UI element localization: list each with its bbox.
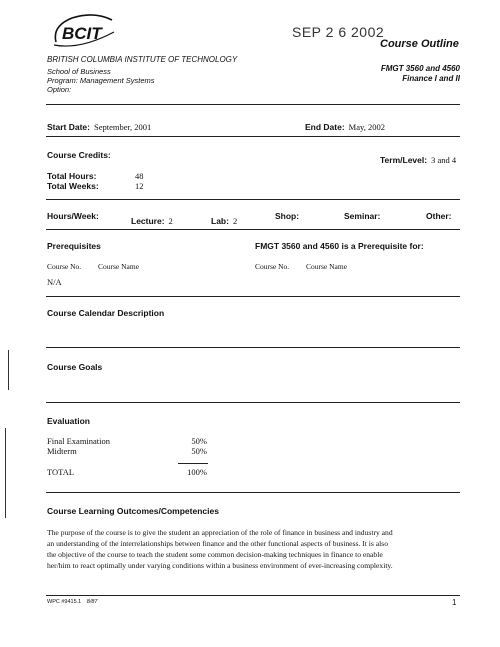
divider [46,136,460,137]
outcomes-line: an understanding of the interrelationships between finance and the other functional aspects of business. It is also [47,539,388,548]
prerequisite-for-title: FMGT 3560 and 4560 is a Prerequisite for: [255,241,424,251]
lecture [131,211,173,229]
total-hours-label: Total Hours: [47,171,97,181]
footer-code [47,599,98,605]
evaluation-title: Evaluation [47,416,90,426]
divider [46,229,460,230]
term-level-value: 3 and 4 [431,155,457,165]
document-title: Course Outline [380,38,459,50]
term-level-label: Term/Level: [380,155,428,165]
seminar-label: Seminar: [344,211,381,221]
logo-text: BCIT [62,24,102,43]
prerequisites-title: Prerequisites [47,241,101,251]
end-date [305,117,385,135]
course-codes: FMGT 3560 and 4560 [380,64,460,73]
prereq-col-course-no: Course No. [47,262,82,271]
start-date [47,117,151,135]
start-date-label: Start Date: [47,122,90,132]
end-date-label: End Date: [305,122,345,132]
end-date-value: May, 2002 [348,122,385,132]
total-weeks-value: 12 [135,181,144,191]
footer-divider [46,595,460,596]
outcomes-line: her/him to react optimally under varying conditions within a business environment of ever-increasing complexity. [47,561,393,570]
outcomes-line: the objective of the course to teach the student some common decision-making techniques in finance to enable [47,550,383,559]
total-underline [178,463,208,464]
divider [46,347,460,348]
lab [211,211,237,229]
prereq-for-col-course-no: Course No. [255,262,290,271]
prereq-value: N/A [47,277,62,287]
bcit-logo [50,12,118,50]
eval-row-label: Midterm [47,446,77,456]
eval-row-label: Final Examination [47,436,111,446]
term-level [380,150,456,168]
course-name: Finance I and II [402,74,460,83]
eval-total-label: TOTAL [47,467,75,477]
divider [46,492,460,493]
course-goals-title: Course Goals [47,362,103,372]
eval-total-value: 100% [187,467,207,477]
total-weeks-label: Total Weeks: [47,181,99,191]
scan-artifact [5,428,6,518]
outcomes-paragraph [47,527,467,571]
footer-code-suffix: 8/87 [86,599,98,605]
received-date-stamp: SEP 2 6 2002 [292,24,385,40]
shop-label: Shop: [275,211,300,221]
lecture-value: 2 [168,216,173,226]
school-name: School of Business [47,67,111,76]
footer-code-text: WPC #9415.1 [47,599,82,605]
bcit-logo-icon [50,12,118,50]
divider [46,104,460,105]
learning-outcomes-title: Course Learning Outcomes/Competencies [47,506,219,516]
lab-value: 2 [232,216,238,226]
total-hours-value: 48 [135,171,144,181]
page-number: 1 [452,598,457,607]
eval-row-value: 50% [191,436,207,446]
lecture-label: Lecture: [131,216,165,226]
outcomes-line: The purpose of the course is to give the student an appreciation of the role of finance in business and industry and [47,528,393,537]
divider [46,402,460,403]
hours-week-label: Hours/Week: [47,211,99,221]
start-date-value: September, 2001 [93,122,152,132]
program-name: Program: Management Systems [47,76,155,85]
divider [46,199,460,200]
eval-row-value: 50% [191,446,207,456]
scan-artifact [8,350,9,390]
prereq-for-col-course-name: Course Name [306,262,348,271]
prereq-col-course-name: Course Name [98,262,140,271]
other-label: Other: [426,211,452,221]
calendar-description-title: Course Calendar Description [47,308,165,318]
institute-name: BRITISH COLUMBIA INSTITUTE OF TECHNOLOGY [47,55,238,64]
lab-label: Lab: [211,216,229,226]
option-label: Option: [47,85,72,94]
divider [46,296,460,297]
course-credits-label: Course Credits: [47,150,111,160]
